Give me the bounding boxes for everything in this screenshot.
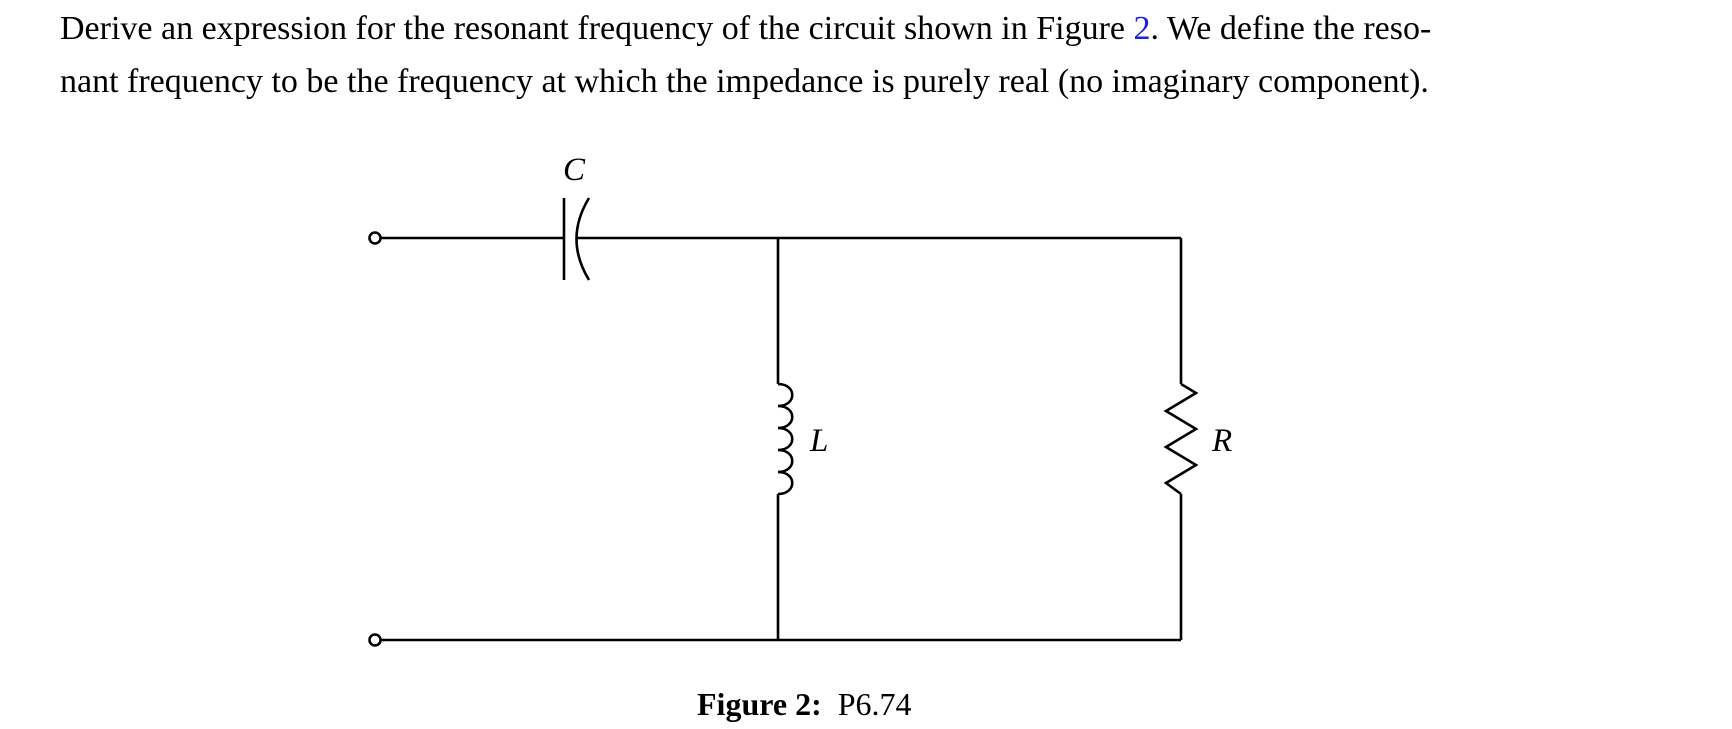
problem-line-1-start: Derive an expression for the resonant frequency of the circuit shown in Figure — [60, 10, 1134, 47]
resistor-label: R — [1212, 423, 1233, 459]
figure-caption-label: Figure 2: — [697, 686, 822, 722]
figure-caption-text: P6.74 — [837, 686, 912, 722]
resistor-zigzag — [1166, 384, 1196, 494]
capacitor-label: C — [563, 152, 586, 188]
figure-reference-link[interactable]: 2 — [1133, 10, 1151, 47]
figure-caption — [697, 686, 912, 722]
terminal-bottom-left — [370, 635, 381, 646]
problem-line-2: nant frequency to be the frequency at which the impedance is purely real (no imaginary component). — [60, 63, 1429, 100]
terminal-top-left — [370, 233, 381, 244]
inductor-coil — [778, 384, 792, 494]
problem-line-1-end: . We define the reso- — [1150, 10, 1432, 47]
inductor-label: L — [810, 423, 829, 459]
